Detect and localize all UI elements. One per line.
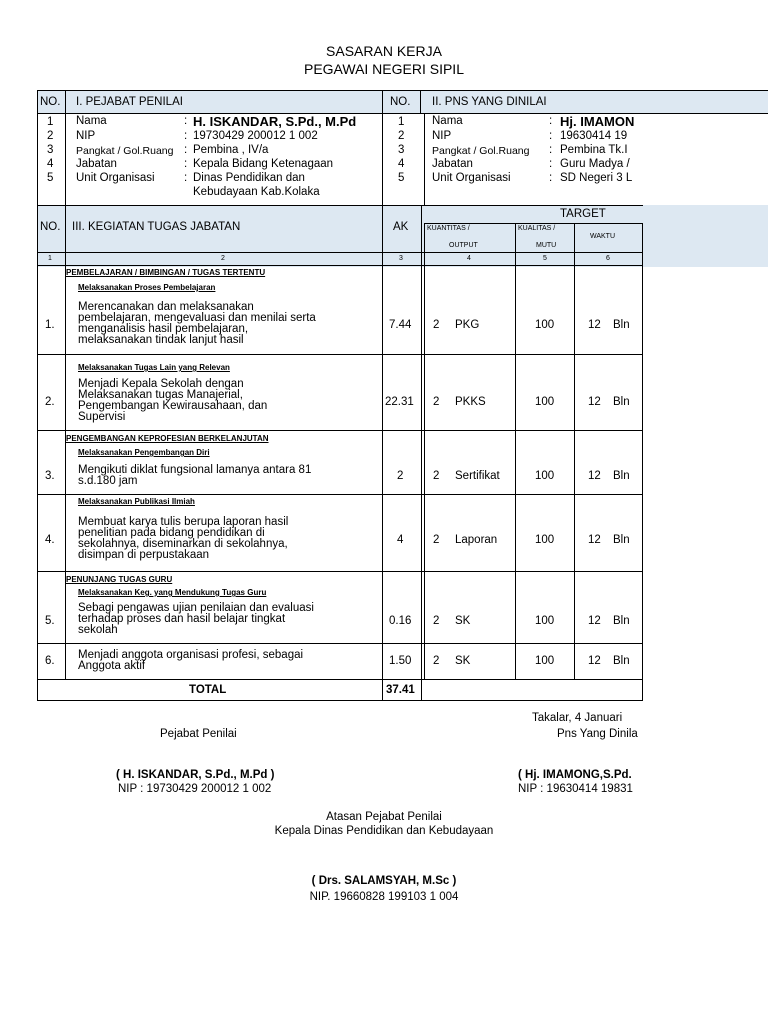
- dinilai-colon-4: :: [549, 158, 553, 170]
- subsection-tugas-lain: Melaksanakan Tugas Lain yang Relevan: [78, 363, 230, 372]
- row5-ak: 0.16: [389, 615, 412, 627]
- table-header-mutu: MUTU: [536, 242, 557, 249]
- colnum-3: 3: [399, 255, 403, 262]
- penilai-num-2: 2: [47, 130, 54, 142]
- row1-qty: 2: [433, 319, 440, 331]
- total-value: 37.41: [386, 684, 415, 696]
- dinilai-name: Hj. IMAMON: [560, 114, 635, 129]
- penilai-label-nama: Nama: [76, 115, 107, 127]
- penilai-jabatan: Kepala Bidang Ketenagaan: [193, 158, 334, 170]
- subsection-proses-pembelajaran: Melaksanakan Proses Pembelajaran: [78, 283, 216, 292]
- row1-waktu: 12: [588, 319, 601, 331]
- dinilai-colon-1: :: [549, 115, 553, 127]
- penilai-label-jabatan: Jabatan: [76, 158, 117, 170]
- row5-unit: SK: [455, 615, 471, 627]
- row3-qty: 2: [433, 470, 440, 482]
- left-signer-nip: NIP : 19730429 200012 1 002: [118, 783, 272, 795]
- row4-ak: 4: [397, 534, 404, 546]
- row5-waktu: 12: [588, 615, 601, 627]
- dinilai-unit: SD Negeri 3 L: [560, 172, 633, 184]
- penilai-colon-4: :: [184, 158, 188, 170]
- table-header-ak: AK: [393, 221, 409, 233]
- table-header-waktu: WAKTU: [590, 233, 616, 240]
- signature-area: [0, 700, 643, 1024]
- dinilai-num-1: 1: [398, 116, 405, 128]
- penilai-colon-1: :: [184, 115, 188, 127]
- row5-qty: 2: [433, 615, 440, 627]
- row3-wunit: Bln: [613, 470, 630, 482]
- header-no: NO.: [40, 96, 61, 108]
- dinilai-label-unit: Unit Organisasi: [432, 172, 511, 184]
- row6-desc: Menjadi anggota organisasi profesi, sebagai Anggota aktif: [78, 649, 304, 672]
- section-pengembangan: PENGEMBANGAN KEPROFESIAN BERKELANJUTAN: [66, 434, 269, 443]
- table-header-kegiatan: III. KEGIATAN TUGAS JABATAN: [72, 221, 241, 233]
- dinilai-label-pangkat: Pangkat / Gol.Ruang: [432, 145, 530, 157]
- row2-mutu: 100: [535, 396, 555, 408]
- dinilai-label-nama: Nama: [432, 115, 463, 127]
- row4-desc: Membuat karya tulis berupa laporan hasil penelitian pada bidang pendidikan di sekolahnya, diseminarkan di sekolahnya, disimpan di perpustakaan: [78, 516, 289, 561]
- row4-mutu: 100: [535, 534, 555, 546]
- row2-waktu: 12: [588, 396, 601, 408]
- penilai-colon-5: :: [184, 172, 188, 184]
- left-signer-name: ( H. ISKANDAR, S.Pd., M.Pd ): [116, 769, 275, 781]
- row1-wunit: Bln: [613, 319, 630, 331]
- row1-desc: Merencanakan dan melaksanakan pembelajaran, mengevaluasi dan menilai serta menganalisis hasil pembelajaran, melaksanakan tindak lanjut hasil: [78, 301, 316, 346]
- penilai-colon-2: :: [184, 130, 188, 142]
- atasan-role: Atasan Pejabat Penilai: [326, 811, 442, 823]
- dinilai-colon-2: :: [549, 130, 553, 142]
- penilai-num-3: 3: [47, 144, 54, 156]
- penilai-unit-line1: Dinas Pendidikan dan: [193, 172, 305, 184]
- row4-unit: Laporan: [455, 534, 498, 546]
- right-signer-name: ( Hj. IMAMONG,S.Pd.: [518, 769, 632, 781]
- dinilai-num-3: 3: [398, 144, 405, 156]
- penilai-label-pangkat: Pangkat / Gol.Ruang: [76, 145, 174, 157]
- colnum-2: 2: [221, 255, 225, 262]
- row1-no: 1.: [45, 319, 55, 331]
- penilai-label-unit: Unit Organisasi: [76, 172, 155, 184]
- row4-no: 4.: [45, 534, 55, 546]
- dinilai-label-nip: NIP: [432, 130, 452, 142]
- dinilai-num-5: 5: [398, 172, 405, 184]
- row2-desc: Menjadi Kepala Sekolah dengan Melaksanakan tugas Manajerial, Pengembangan Kewirausahaan, dan Supervisi: [78, 378, 268, 423]
- dinilai-label-jabatan: Jabatan: [432, 158, 473, 170]
- row3-no: 3.: [45, 470, 55, 482]
- row3-ak: 2: [397, 470, 404, 482]
- subsection-kegiatan-mendukung: Melaksanakan Keg. yang Mendukung Tugas Guru: [78, 588, 267, 597]
- row5-no: 5.: [45, 615, 55, 627]
- table-header-kualitas: KUALITAS /: [518, 225, 556, 232]
- row6-wunit: Bln: [613, 655, 630, 667]
- atasan-nip: NIP. 19660828 199103 1 004: [309, 891, 459, 903]
- penilai-name: H. ISKANDAR, S.Pd., M.Pd: [193, 114, 357, 129]
- row1-ak: 7.44: [389, 319, 412, 331]
- penilai-nip: 19730429 200012 1 002: [193, 130, 318, 142]
- table-header-target: TARGET: [560, 208, 606, 220]
- table-header-kuantitas: KUANTITAS /: [427, 225, 470, 232]
- colnum-5: 5: [543, 255, 547, 262]
- doc-title-line1: SASARAN KERJA: [326, 43, 442, 59]
- row4-wunit: Bln: [613, 534, 630, 546]
- table-header-output: OUTPUT: [449, 242, 478, 249]
- row6-no: 6.: [45, 655, 55, 667]
- row3-mutu: 100: [535, 470, 555, 482]
- row2-ak: 22.31: [385, 396, 414, 408]
- left-signer-role: Pejabat Penilai: [160, 728, 237, 740]
- row5-wunit: Bln: [613, 615, 630, 627]
- penilai-num-5: 5: [47, 172, 54, 184]
- penilai-label-nip: NIP: [76, 130, 96, 142]
- dinilai-pangkat: Pembina Tk.I: [560, 144, 628, 156]
- row6-ak: 1.50: [389, 655, 412, 667]
- row2-wunit: Bln: [613, 396, 630, 408]
- penilai-colon-3: :: [184, 144, 188, 156]
- row4-waktu: 12: [588, 534, 601, 546]
- dinilai-colon-5: :: [549, 172, 553, 184]
- dinilai-num-4: 4: [398, 158, 405, 170]
- row5-mutu: 100: [535, 615, 555, 627]
- subsection-publikasi-ilmiah: Melaksanakan Publikasi Ilmiah: [78, 497, 195, 506]
- penilai-unit-line2: Kebudayaan Kab.Kolaka: [193, 186, 320, 198]
- subsection-pengembangan-diri: Melaksanakan Pengembangan Diri: [78, 448, 210, 457]
- section-pembelajaran: PEMBELAJARAN / BIMBINGAN / TUGAS TERTENTU: [66, 268, 266, 277]
- row2-qty: 2: [433, 396, 440, 408]
- row3-waktu: 12: [588, 470, 601, 482]
- place-date: Takalar, 4 Januari: [532, 712, 623, 724]
- dinilai-jabatan: Guru Madya /: [560, 158, 630, 170]
- penilai-num-4: 4: [47, 158, 54, 170]
- row5-desc: Sebagi pengawas ujian penilaian dan evaluasi terhadap proses dan hasil belajar tingkat sekolah: [78, 602, 314, 636]
- header-no2: NO.: [390, 96, 411, 108]
- dinilai-values-clip: [560, 113, 643, 205]
- row6-mutu: 100: [535, 655, 555, 667]
- row2-no: 2.: [45, 396, 55, 408]
- row4-qty: 2: [433, 534, 440, 546]
- section-penunjang: PENUNJANG TUGAS GURU: [66, 575, 173, 584]
- row3-unit: Sertifikat: [455, 470, 500, 482]
- doc-title-line2: PEGAWAI NEGERI SIPIL: [303, 61, 464, 77]
- colnum-6: 6: [606, 255, 610, 262]
- row3-desc: Mengikuti diklat fungsional lamanya antara 81 s.d.180 jam: [78, 464, 312, 487]
- dinilai-num-2: 2: [398, 130, 405, 142]
- row1-unit: PKG: [455, 319, 480, 331]
- colnum-1: 1: [48, 255, 52, 262]
- dinilai-colon-3: :: [549, 144, 553, 156]
- right-signer-nip: NIP : 19630414 19831: [518, 783, 633, 795]
- row1-mutu: 100: [535, 319, 555, 331]
- dinilai-nip: 19630414 19: [560, 130, 628, 142]
- penilai-num-1: 1: [47, 116, 54, 128]
- penilai-pangkat: Pembina , IV/a: [193, 144, 269, 156]
- colnum-4: 4: [467, 255, 471, 262]
- penilai-heading: I. PEJABAT PENILAI: [76, 96, 183, 108]
- atasan-name: ( Drs. SALAMSYAH, M.Sc ): [311, 875, 457, 887]
- atasan-office: Kepala Dinas Pendidikan dan Kebudayaan: [274, 825, 494, 837]
- row6-waktu: 12: [588, 655, 601, 667]
- total-label: TOTAL: [189, 684, 227, 696]
- row6-qty: 2: [433, 655, 440, 667]
- row6-unit: SK: [455, 655, 471, 667]
- table-header-no: NO.: [40, 221, 61, 233]
- right-signer-role: Pns Yang Dinila: [557, 728, 638, 740]
- row2-unit: PKKS: [455, 396, 486, 408]
- dinilai-heading: II. PNS YANG DINILAI: [432, 96, 547, 108]
